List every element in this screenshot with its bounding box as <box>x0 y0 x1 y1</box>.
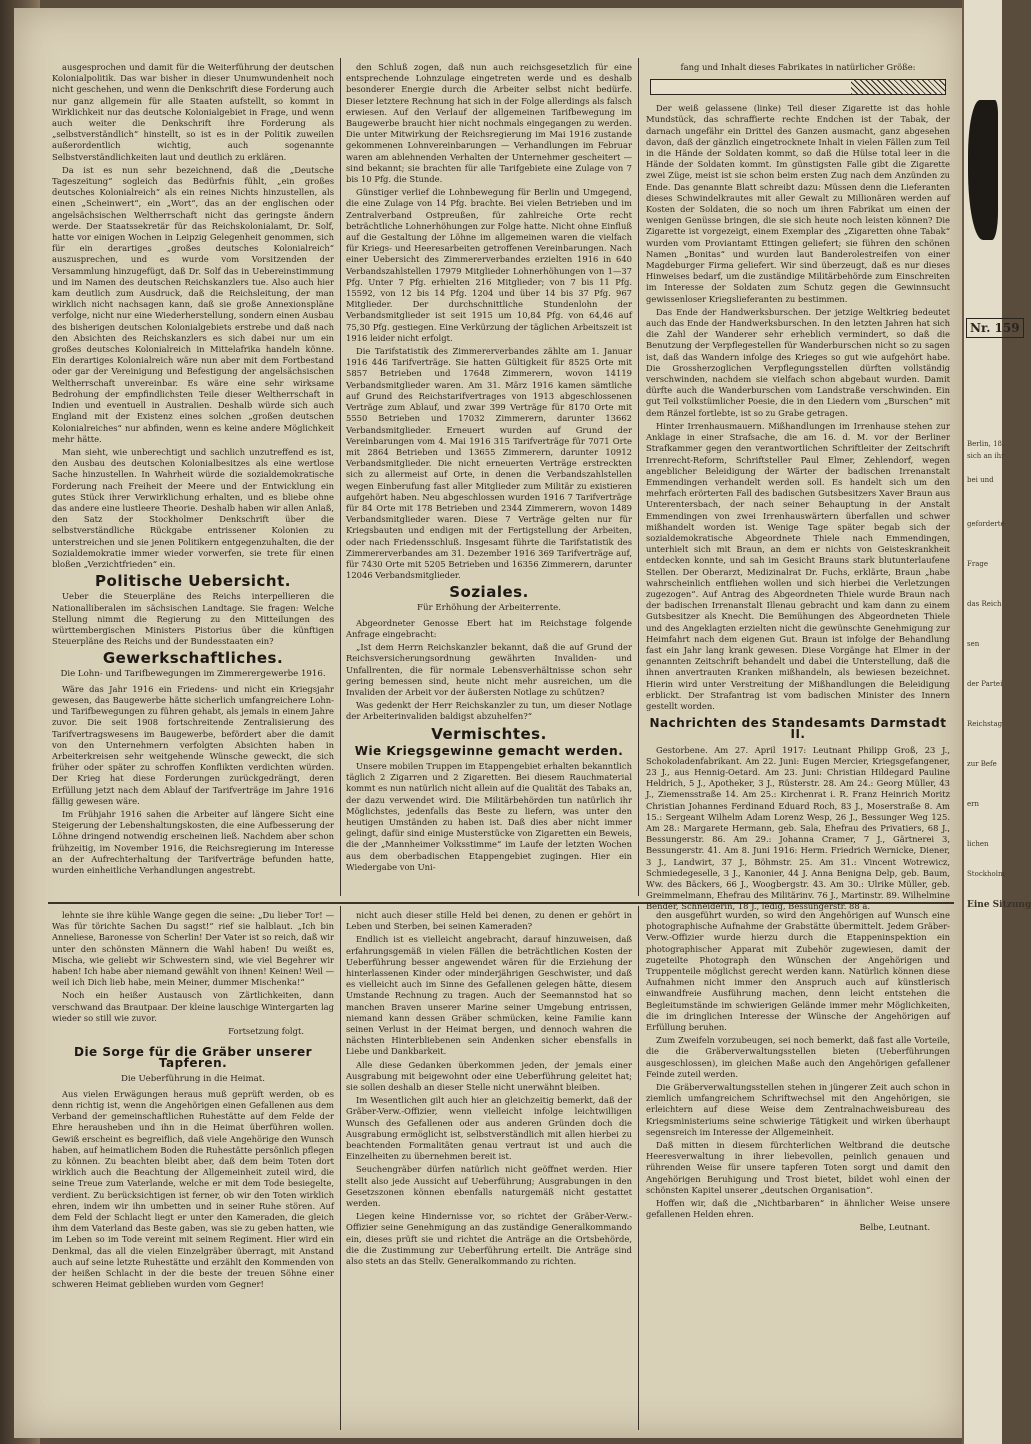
column-rule <box>340 58 341 896</box>
article-paragraph: Gestorbene. Am 27. April 1917: Leutnant Philipp Groß, 23 J., Schokoladenfabrikant. Am 22. Juni: Eugen Mercier, Kriegsgefangener, 23 J., aus Hennig-Oetard. Am 23. Juni: Christian Hildegard Pauline Heldrich, 5 J., Apotheker, 3 J., Rüsterstr. 28. Am 24.: Georg Müller, 43 J., Ziemensstraße 14. Am 25.: Kirchenrat i. R. Franz Heinrich Moritz Christian Johannes Ferdinand Eduard Roch, 83 J., Moserstraße 8. Am 15.: Sergeant Wilhelm Adam Lorenz Wesp, 26 J., Bessunger Weg 125. Am 28.: Margarete Hermann, geb. Sala, Ehefrau des Privatiers, 68 J., Bessungerstr. 86. Am 29.: Johanna Cramer, 7 J., Gärtnerei 3, Bessungerstr. 41. Am 8. Juni 1916: Herm. Friedrich Wernicke, Diener, 3 J., Landwirt, 37 J., Böhmstr. 25. Am 31.: Vincent Wotrewicz, Schmiedegeselle, 3 J., Kanonier, 44 J. Anna Benigna Delp, geb. Baum, Ww. des Bäckers, 66 J., Woogbergstr. 43. Am 30.: Ulrike Müller, geb. Greimmelmann, Ehefrau des Militärinv. 76 J., Martinstr. 89. Wilhelmine Bender, Schneiderin, 18 J., ledig, Bessungerstr. 88 a. <box>646 744 950 912</box>
article-paragraph: den Schluß zogen, daß nun auch reichsgesetzlich für eine entsprechende Lohnzulage eingetreten werde und es deshalb besonderer Energie durch die Arbeiter selbst nicht bedürfe. Dieser letztere Rechnung hat sich in der Folge allerdings als falsch erwiesen. Auf den Verlauf der allgemeinen Tarifbewegung im Baugewerbe braucht hier nicht nochmals eingegangen zu werden. Die unter Mitwirkung der Reichsregierung im Mai 1916 zustande gekommenen Lohnvereinbarungen — Verhandlungen im Februar waren am ablehnenden Verhalten der Unternehmer gescheitert — sind bekannt; sie brachten für alle Tarifgebiete eine Zulage von 7 bis 10 Pfg. die Stunde. <box>346 62 632 185</box>
article-paragraph: Aus vielen Erwägungen heraus muß geprüft werden, ob es denn richtig ist, wenn die Angehörigen einen Gefallenen aus dem Verband der gemeinschaftlichen Ruhestätte auf dem Felde der Ehre herausheben und ihn in die Heimat überführen wollen. Gewiß erscheint es begreiflich, daß viele Angehörige den Wunsch haben, auf heimatlichem Boden die Ruhestätte persönlich pflegen zu können. Zu beachten bleibt aber, daß dem beim Toten dort wirklich auch die Beachtung der Allgemeinheit zuteil wird, die seine Treue zum Vaterlande, welche er mit dem Tode besiegelte, verdient. Zu berücksichtigen ist ferner, ob wir den Toten wirklich ehren, indem wir ihn umbetten und in seiner Ruhe stören. Auf dem Feld der Schlacht liegt er unter den Kameraden, die gleich ihm dem Vaterland das Beste gaben, was sie zu geben hatten, wie im Leben so im Tode vereint mit seinem Regiment. Hier wird ein Denkmal, das all die vielen Einzelgräber überragt, mit Anstand auch auf seine letzte Ruhestätte und erzählt den Kommenden von der heißen Schlacht in der die beste der treuen Söhne einer schweren Heimat geblieben wurden vom Gegner! <box>52 1088 334 1290</box>
article-paragraph: Liegen keine Hindernisse vor, so richtet der Gräber-Verw.-Offizier seine Genehmigung an das zuständige Generalkommando ein, dieses prüft sie und richtet die Anträge an die Ortsbehörde, die die Zustimmung zur Ueberführung erteilt. Die Anträge sind also stets an das Stellv. Generalkommando zu richten. <box>346 1211 632 1267</box>
column-2-lower <box>346 910 632 1430</box>
column-3-lower <box>646 910 950 1430</box>
article-paragraph: Wäre das Jahr 1916 ein Friedens- und nicht ein Kriegsjahr gewesen, das Baugewerbe hätte sicherlich umfangreichere Lohn- und Tarifbewegungen zu führen gehabt, als jemals in einem Jahre zuvor. Die seit 1908 fortschreitende Zentralisierung des Tarifvertragswesens im Baugewerbe, befördert aber die damit von den Unternehmern verfolgten Absichten haben in Arbeiterkreisen sehr weitgehende Wünsche geweckt, die sich früher oder später zu schroffen Konflikten verdichten würden. Der Krieg hat diese Forderungen zurückgedrängt, deren Erfüllung jetzt nach dem Ablauf der Tarifverträge im Jahre 1916 fällig gewesen wäre. <box>52 683 334 806</box>
adjacent-page-edge <box>962 0 1031 1444</box>
section-heading-graeber: Die Sorge für die Gräber unserer Tapferen. <box>73 1045 312 1071</box>
section-heading-standesamt: Nachrichten des Standesamts Darmstadt II. <box>649 716 947 742</box>
article-paragraph: Die Gräberverwaltungsstellen stehen in jüngerer Zeit auch schon in ziemlich umfangreichem Schriftwechsel mit den Angehörigen, sie erleichtern auf diese Weise dem Zentralnachweisbureau des Kriegsministeriums seine schwierige Tätigkeit und wirken überhaupt segensreich im Interesse der Allgemeinheit. <box>646 1082 950 1137</box>
column-rule <box>638 58 639 896</box>
section-heading-vermischtes: Vermischtes. <box>431 724 547 743</box>
article-paragraph: Im Wesentlichen gilt auch hier an gleichzeitig bemerkt, daß der Gräber-Verw.-Offizier, wenn vielleicht infolge leichtwilligen Wunsch des Gefallenen oder aus anderen Gründen doch die Ausgrabung ermöglicht ist, selbstverständlich mit allen hierbei zu beachtenden Formalitäten genau vertraut ist und auch die Einzelheiten zu übernehmen bereit ist. <box>346 1095 632 1162</box>
article-paragraph: Noch ein heißer Austausch von Zärtlichkeiten, dann verschwand das Brautpaar. Der kleine lauschige Wintergarten lag wieder so still wie zuvor. <box>52 990 334 1023</box>
article-paragraph: Günstiger verlief die Lohnbewegung für Berlin und Umgegend, die eine Zulage von 14 Pfg. brachte. Bei vielen Betrieben und im Zentralverband Ostpreußen, für zahlreiche Orte recht beträchtliche Lohnerhöhungen zur Folge hatte. Nicht ohne Einfluß auf die Gestaltung der Löhne im allgemeinen waren die vielfach für Kriegs- und Heeresarbeiten getroffenen Vereinbarungen. Nach einer Uebersicht des Zimmererverbandes erzielten 1916 in 640 Verbandszahlstellen 17979 Mitglieder Lohnerhöhungen von 1—37 Pfg. Unter 7 Pfg. erhielten 216 Mitglieder; von 7 bis 11 Pfg. 15592, von 12 bis 14 Pfg. 1204 und über 14 bis 37 Pfg. 967 Mitglieder. Der durchschnittliche Stundenlohn der Verbandsmitglieder ist seit 1915 um 10,84 Pfg. von 64,46 auf 75,30 Pfg. gestiegen. Eine Verkürzung der täglichen Arbeitszeit ist 1916 leider nicht erfolgt. <box>346 187 632 343</box>
article-paragraph: lehnte sie ihre kühle Wange gegen die seine: „Du lieber Tor! — Was für törichte Sachen Du sagst!“ rief sie halblaut. „Ich bin Anneliese, Baronesse von Scherlin! Der Vater ist so reich, daß wir unter den schönsten Männern die Wahl haben! Du weißt es, Mischa, wie geliebt wir Schwestern sind, wie viel Begehrer wir haben! Ich habe aber niemand gewählt von ihnen! Keinen! Weil — weil ich Dich lieb habe, mein Meiner, dummer Mischenka!“ <box>52 910 334 988</box>
issue-number: Nr. 159 <box>966 318 1024 338</box>
article-subheading: Die Ueberführung in die Heimat. <box>120 1073 265 1084</box>
adjacent-text-fragment: lichen <box>967 840 989 848</box>
adjacent-text-fragment: Reichstag <box>967 720 1003 728</box>
article-paragraph: Abgeordneter Genosse Ebert hat im Reichstage folgende Anfrage eingebracht: <box>346 617 632 639</box>
adjacent-text-fragment: Stockholm <box>967 870 1005 878</box>
cigarette-illustration <box>650 79 946 95</box>
article-paragraph: Der weiß gelassene (linke) Teil dieser Zigarette ist das hohle Mundstück, das schraffierte rechte Endchen ist der Tabak, der darnach ungefähr ein Drittel des Ganzen ausmacht, ganz abgesehen davon, daß der gänzlich eingetrocknete Inhalt in vielen Fällen zum Teil in die Hände der Soldaten kommt, so daß die Hülse total leer in die Hände der Soldaten kommt. Im günstigsten Falle gibt die Zigarette zwei Züge, meist ist sie schon beim ersten Zug nach dem Anzünden zu Ende. Das genannte Blatt schreibt dazu: Müssen denn die Lieferanten dieses Schwindelkrautes mit aller Gewalt zu Millionären werden auf Kosten der Soldaten, die so noch um ihren Fabrikat um einen der wenigen Genüsse bringen, die sie sich heute noch leisten können? Die Zigarette ist vorgezeigt, einem Exemplar des „Zigaretten ohne Tabak“ wurden vom Proviantamt Ettingen geliefert; sie führen den schönen Namen „Bonitas“ und wurden laut Banderolestreifen von einer Magdeburger Firma geliefert. Wir sind überzeugt, daß es nur dieses Hinweises bedarf, um die zuständige Militärbehörde zum Einschreiten im Interesse der Soldaten zum Schutz gegen die Gewinnsucht gewissenloser Kriegslieferanten zu bestimmen. <box>646 103 950 304</box>
column-1-upper <box>52 62 334 898</box>
article-paragraph: Seuchengräber dürfen natürlich nicht geöffnet werden. Hier stellt also jede Aussicht auf Ueberführung; Ausgrabungen in den Gesetzszonen können ebenfalls naturgemäß nicht gestattet werden. <box>346 1164 632 1209</box>
adjacent-page-illustration <box>968 100 998 240</box>
article-paragraph: Unsere mobilen Truppen im Etappengebiet erhalten bekanntlich täglich 2 Zigarren und 2 Zigaretten. Bei diesem Rauchmaterial kommt es nun natürlich nicht allein auf die Qualität des Tabaks an, der dazu verwendet wird. Die Militärbehörden tun natürlich ihr Möglichstes, jedenfalls das Beste zu liefern, was unter den heutigen Umständen zu haben ist. Daß dies aber nicht immer gelingt, dafür sind einige Musterstücke von Zigaretten ein Beweis, die der „Mannheimer Volksstimme“ im Laufe der letzten Wochen aus dem oberbadischen Etappengebiet zugingen. Hier ein Wiedergabe von Uni- <box>346 760 632 872</box>
article-paragraph: Hoffen wir, daß die „Nichtbarbaren“ in ähnlicher Weise unsere gefallenen Helden ehren. <box>646 1198 950 1220</box>
column-2-upper <box>346 62 632 898</box>
adjacent-text-fragment: zur Befe <box>967 760 997 768</box>
column-rule <box>340 906 341 1430</box>
author-signature: Belbe, Leutnant. <box>859 1222 930 1233</box>
article-paragraph: Da ist es nun sehr bezeichnend, daß die „Deutsche Tageszeitung“ sogleich das Bedürfnis fühlt, „ein großes deutsches Kolonialreich“ als ein reines Nichts hinzustellen, als einen „Scheinwert“, ein „Wort“, das an der englischen oder angelsächsischen Weltherrschaft nicht das geringste ändern werde. Der Staatssekretär für das Reichskolonialamt, Dr. Solf, hatte vor einigen Wochen in Leipzig Gelegenheit genommen, sich für ein derartiges „großes deutsches Kolonialreich“ auszusprechen, und es wurde vom Vorsitzenden der Versammlung hinzugefügt, daß Dr. Solf das in Uebereinstimmung und im Namen des deutschen Reichskanzlers tue. Also auch hier kam deutlich zum Ausdruck, daß die Reichsleitung, der man wirklich nicht nachsagen kann, daß sie große Annexionspläne verfolge, nicht nur eine Wiederherstellung, sondern einen Ausbau des bisherigen deutschen Kolonialgebiets erstrebe und daß nach den Absichten des Reichskanzlers es sich dabei nur um ein großes deutsches Kolonialreich in Mittelafrika handeln könne. Ein derartiges Kolonialreich wäre nun aber mit dem Fortbestand oder gar der Vereinigung und Befestigung der angelsächsischen Weltherrschaft unvereinbar. Es wäre eine sehr wirksame Bedrohung der empfindlichsten Teile dieser Weltherrschaft in Indien und eventuell in Australien. Deshalb würde sich auch England mit der Existenz eines solchen „großen deutschen Kolonialreiches“ nur abfinden, wenn es keine andere Möglichkeit mehr hätte. <box>52 164 334 444</box>
section-heading-gewerkschaftliches: Gewerkschaftliches. <box>102 649 284 668</box>
article-paragraph: Im Frühjahr 1916 sahen die Arbeiter auf längere Sicht eine Steigerung der Lebenshaltungskosten, die eine Aufbesserung der Löhne dringend notwendig erscheinen ließ. Nachdem aber schon frühzeitig, im November 1916, die Reichsregierung im Interesse an der Aufrechterhaltung der Tarifverträge befunden hatte, wurden einheitliche Verhandlungen angestrebt. <box>52 809 334 876</box>
adjacent-text-fragment: Eine Sitzung <box>967 900 1031 910</box>
adjacent-text-fragment: der Partei <box>967 680 1003 688</box>
article-paragraph: Die Tarifstatistik des Zimmererverbandes zählte am 1. Januar 1916 446 Tarifverträge. Sie hatten Gültigkeit für 8525 Orte mit 5857 Betrieben und 17648 Zimmerern, wovon 14119 Verbandsmitglieder waren. Am 31. März 1916 kamen sämtliche auf Grund des Reichstarifvertrages von 1913 abgeschlossenen Verträge zum Ablauf, und zwar 399 Verträge für 8170 Orte mit 5550 Betrieben und 17032 Zimmerern, darunter 13662 Verbandsmitglieder. Erneuert wurden auf Grund der Vereinbarungen vom 4. Mai 1916 315 Tarifverträge für 7071 Orte mit 2864 Betrieben und 13655 Zimmerern, darunter 10912 Verbandsmitglieder. Die nicht erneuerten Verträge erstreckten sich zu allermeist auf Orte, in denen die Verbandszahlstellen wegen Einberufung fast aller Mitglieder zum Militär zu existieren aufgehört haben. Neu abgeschlossen wurden 1916 7 Tarifverträge für 84 Orte mit 178 Betrieben und 2344 Zimmerern, wovon 1489 Verbandsmitglieder waren. Diese 7 Verträge gelten nur für Kriegsbauten und endigen mit der Fertigstellung der Arbeiten, oder nach Friedensschluß. Insgesamt führte die Tarifstatistik des Zimmererverbandes am 31. Dezember 1916 369 Tarifverträge auf, für 7430 Orte mit 5205 Betrieben und 16356 Zimmerern, darunter 12046 Verbandsmitglieder. <box>346 346 632 581</box>
column-3-upper <box>646 62 950 912</box>
article-paragraph: Endlich ist es vielleicht angebracht, darauf hinzuweisen, daß erfahrungsgemäß in vielen Fällen die beträchtlichen Kosten der Ueberführung besser angewendet wären für die Erziehung der hinterlassenen Kinder oder minderjährigen Geschwister, und daß es vielleicht auch im Sinne des Gefallenen gelegen hätte, diesem Umstande Rechnung zu tragen. Auch der Seemannstod hat so manchen Braven unserer Marine seiner Umgebung entrissen, niemand kann dessen Gräber schmücken, keine Familie kann seinen Verlust in der Heimat bergen, und dennoch wahren die nächsten Hinterbliebenen sein Andenken sicher ebensfalls in Liebe und Dankbarkeit. <box>346 934 632 1057</box>
article-paragraph: Was gedenkt der Herr Reichskanzler zu tun, um dieser Notlage der Arbeiterinvaliden baldigst abzuhelfen?“ <box>346 700 632 722</box>
column-rule <box>638 906 639 1430</box>
article-paragraph: den ausgeführt wurden, so wird den Angehörigen auf Wunsch eine photographische Aufnahme der Grabstätte übermittelt. Jedem Gräber-Verw.-Offizier wurde hierzu durch die Etappeninspektion ein photographischer Apparat mit Zubehör zugewiesen, damit der zugeteilte Photograph den Wünschen der Angehörigen und Truppenteile möglichst gerecht werden kann. Natürlich können diese Aufnahmen nicht immer den Anspruch auch auf künstlerisch einwandfreie Ausführung machen, denn leicht entstehen die Begleitumstände im schwierigen Gelände immer mehr Möglichkeiten, die im dringlichen Interesse der Wünsche der Angehörigen auf Erfüllung beruhen. <box>646 910 950 1033</box>
article-paragraph: Daß mitten in diesem fürchterlichen Weltbrand die deutsche Heeresverwaltung in ihrer liebevollen, peinlich genauen und rührenden Weise für unsere tapferen Toten sorgt und damit den Angehörigen Beruhigung und Trost bietet, bildet wohl einen der schönsten Kapitel unserer „deutschen Organisation“. <box>646 1140 950 1195</box>
article-paragraph: Alle diese Gedanken überkommen jeden, der jemals einer Ausgrabung mit beigewohnt oder eine Ueberführung geleitet hat; sie sollen deshalb an dieser Stelle nicht unerwähnt bleiben. <box>346 1059 632 1093</box>
article-headline-kriegsgewinne: Wie Kriegsgewinne gemacht werden. <box>354 743 624 758</box>
adjacent-text-fragment: bei und <box>967 476 994 484</box>
adjacent-text-fragment: geforderte <box>967 520 1005 528</box>
article-paragraph: Zum Zweifeln vorzubeugen, sei noch bemerkt, daß fast alle Vorteile, die die Gräberverwaltungsstellen bieten (Ueberführungen ausgeschlossen), im gleichen Maße auch den Angehörigen gefallener Feinde zuteil werden. <box>646 1035 950 1079</box>
article-paragraph: ausgesprochen und damit für die Weiterführung der deutschen Kolonialpolitik. Das war bisher in dieser Unumwundenheit noch nicht geschehen, und wenn die Denkschrift diese Forderung auch nur ganz allgemein für alle Staaten aufstellt, so kommt in Wirklichkeit nur das deutsche Kolonialgebiet in Frage, und wenn auch weiter die Denkschrift ihre Forderung als „selbstverständlich“ hinstellt, so ist es in der Politik zuweilen außerordentlich wichtig, auch sogenannte Selbstverständlichkeiten laut und deutlich zu erklären. <box>52 62 334 162</box>
section-heading-politische-uebersicht: Politische Uebersicht. <box>95 572 291 591</box>
article-subheading: Für Erhöhung der Arbeiterrente. <box>417 602 561 613</box>
column-1-lower <box>52 910 334 1430</box>
article-paragraph: nicht auch dieser stille Held bei denen, zu denen er gehört in Leben und Sterben, bei seinen Kameraden? <box>346 910 632 932</box>
adjacent-text-fragment: sich an ihr <box>967 452 1005 460</box>
section-heading-soziales: Soziales. <box>449 583 529 602</box>
article-paragraph: Ueber die Steuerpläne des Reichs interpellieren die Nationalliberalen im sächsischen Landtage. Sie fragen: Welche Stellung nimmt die Regierung zu den Mitteilungen des württembergischen Ministers Pistorius über die künftigen Steuerpläne des Reichs und der Bundesstaaten ein? <box>52 591 334 647</box>
article-paragraph: Das Ende der Handwerksburschen. Der jetzige Weltkrieg bedeutet auch das Ende der Handwerksburschen. In den letzten Jahren hat sich die Zahl der Wanderer sehr erheblich vermindert, so daß die Benutzung der Verpflegestellen für Wanderburschen nicht so zu sagen ist, daß das Wandern infolge des Krieges so gut wie aufgehört habe. Die Grossherzoglichen Verpflegungsstellen dürften vollständig verschwinden, nachdem sie vielfach schon abgebaut wurden. Damit dürfte auch die Wanderburschen vom Landstraße verschwinden. Ein gut Teil volkstümlicher Poesie, die in den Liedern vom „Burschen“ mit dem Ränzel fortlebte, ist so zu Grabe getragen. <box>646 306 950 418</box>
adjacent-text-fragment: Berlin, 18. <box>967 440 1005 448</box>
article-paragraph: fang und Inhalt dieses Fabrikates in natürlicher Größe: <box>680 62 916 72</box>
adjacent-text-fragment: sen <box>967 640 980 648</box>
adjacent-text-fragment: ern <box>967 800 979 808</box>
continuation-note: Fortsetzung folgt. <box>228 1026 304 1037</box>
article-subheading: Die Lohn- und Tarifbewegungen im Zimmerergewerbe 1916. <box>60 668 326 679</box>
article-paragraph: Man sieht, wie unberechtigt und sachlich unzutreffend es ist, den Ausbau des deutschen Kolonialbesitzes als eine wertlose Sache hinzustellen. In Wahrheit würde die sozialdemokratische Forderung nach Freiheit der Meere und der Entwicklung ein gutes Stück ihrer Verwirklichung erhalten, und es bliebe ohne das andere eine lustleere Theorie. Deshalb haben wir allen Anlaß, den Satz der Stockholmer Denkschrift über die selbstverständliche Rückgabe entrissener Kolonien zu unterstreichen und sie jenen Politikern entgegenzuhalten, die der Sozialdemokratie immer wieder vorwerfen, sie trete für einen bloßen „Verzichtfrieden“ ein. <box>52 446 334 569</box>
article-paragraph: Hinter Irrenhausmauern. Mißhandlungen im Irrenhause stehen zur Anklage in einer Strafsache, die am 16. d. M. vor der Berliner Strafkammer gegen den verantwortlichen Schriftleiter der Zeitschrift Irrenrecht-Reform, Schriftsteller Paul Elmer, Zehlendorf, wegen angeblicher Beleidigung der Wärter der badischen Irrenanstalt Emmendingen verhandelt werden soll. Es handelt sich um den mehrfach erörterten Fall des badischen Gutsbesitzers Xaver Braun aus Unterentersbach, der nach seiner Behauptung in der Anstalt Emmendingen von zwei Irrenhauswärtern überfallen und schwer mißhandelt worden ist. Wenige Tage später begab sich der sozialdemokratische Abgeordnete Thiele nach Emmendingen, unterhielt sich mit Braun, an dem er nichts von Geisteskrankheit entdecken konnte, und sah im Gesicht Brauns stark blutunterlaufene Stellen. Der Oberarzt, Medizinalrat Dr. Fuchs, erklärte, Braun „habe wahrscheinlich entfliehen wollen und sich hierbei die Verletzungen zugezogen“. Auf Antrag des Abgeordneten Thiele wurde Braun nach der badischen Irrenanstalt Illenau gebracht und kam dann zu einem Gutsbesitzer als Knecht. Die Bemühungen des Abgeordneten Thiele und des Angeklagten erzielten nicht die gewünschte Genehmigung zur Heimfahrt nach dem eigenen Gut. Braun ist infolge der Behandlung fast ein Jahr lang krank gewesen. Diese Vorgänge hat Elmer in der genannten Zeitschrift behandelt und dabei die Unterstellung, daß die ihnen anvertrauten Kranken mißhandeln, als bewiesen bezeichnet. Hierin wird unter Verstreitung der Mißhandlungen die Beleidigung erblickt. Der Strafantrag ist vom badischen Minister des Innern gestellt worden. <box>646 420 950 711</box>
adjacent-text-fragment: das Reich <box>967 600 1002 608</box>
adjacent-text-fragment: Frage <box>967 560 988 568</box>
article-paragraph: „Ist dem Herrn Reichskanzler bekannt, daß die auf Grund der Reichsversicherungsordnung gewährten Invaliden- und Unfallrenten, die für normale Lebensverhältnisse schon sehr gering bemessen sind, heute nicht mehr ausreichen, um die Invaliden der Arbeit vor der äußersten Notlage zu schützen? <box>346 642 632 697</box>
